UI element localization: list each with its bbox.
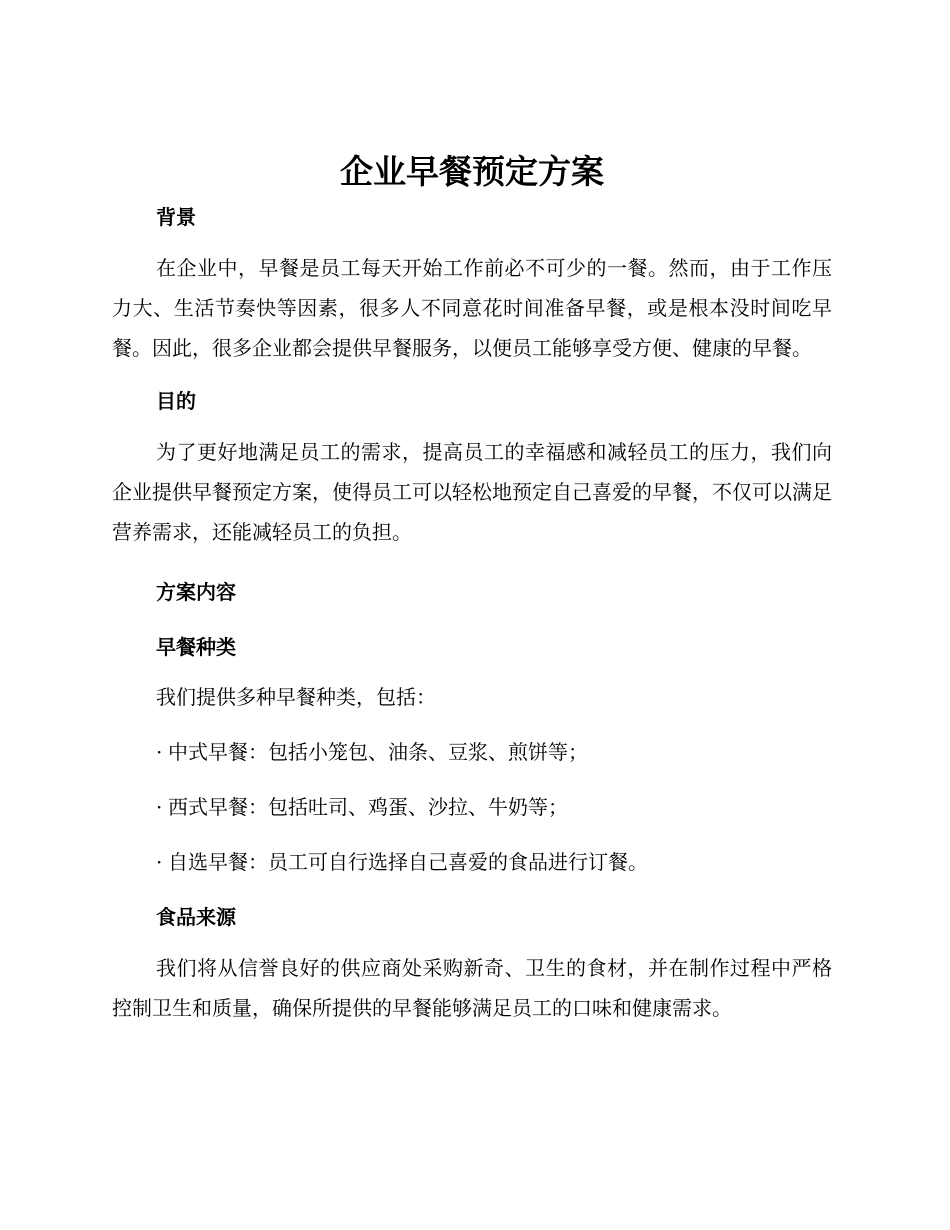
bullet-mark: ·	[156, 740, 163, 764]
document-title: 企业早餐预定方案	[340, 152, 604, 191]
section-body-source: 我们将从信誉良好的供应商处采购新奇、卫生的食材，并在制作过程中严格控制卫生和质量，确保所提供的早餐能够满足员工的口味和健康需求。	[112, 956, 832, 1020]
list-item	[112, 737, 832, 767]
list-item-text: 自选早餐：员工可自行选择自己喜爱的食品进行订餐。	[168, 850, 648, 874]
document-content	[112, 150, 832, 1028]
list-item	[112, 792, 832, 822]
section-heading-types: 早餐种类	[156, 635, 236, 659]
list-item-text: 西式早餐：包括吐司、鸡蛋、沙拉、牛奶等；	[168, 795, 568, 819]
breakfast-type-list	[112, 737, 832, 877]
bullet-mark: ·	[156, 850, 163, 874]
section-heading-plan: 方案内容	[156, 580, 236, 604]
section-heading-purpose: 目的	[156, 389, 196, 413]
section-heading-background: 背景	[156, 205, 196, 229]
section-body-purpose: 为了更好地满足员工的需求，提高员工的幸福感和减轻员工的压力，我们向企业提供早餐预定方案，使得员工可以轻松地预定自己喜爱的早餐，不仅可以满足营养需求，还能减轻员工的负担。	[112, 440, 832, 544]
section-heading-source: 食品来源	[156, 905, 236, 929]
bullet-mark: ·	[156, 795, 163, 819]
section-body-background: 在企业中，早餐是员工每天开始工作前必不可少的一餐。然而，由于工作压力大、生活节奏快等因素，很多人不同意花时间准备早餐，或是根本没时间吃早餐。因此，很多企业都会提供早餐服务，以便员工能够享受方便、健康的早餐。	[112, 256, 832, 360]
list-item	[112, 847, 832, 877]
section-intro-types: 我们提供多种早餐种类，包括：	[156, 685, 436, 709]
list-item-text: 中式早餐：包括小笼包、油条、豆浆、煎饼等；	[168, 740, 588, 764]
